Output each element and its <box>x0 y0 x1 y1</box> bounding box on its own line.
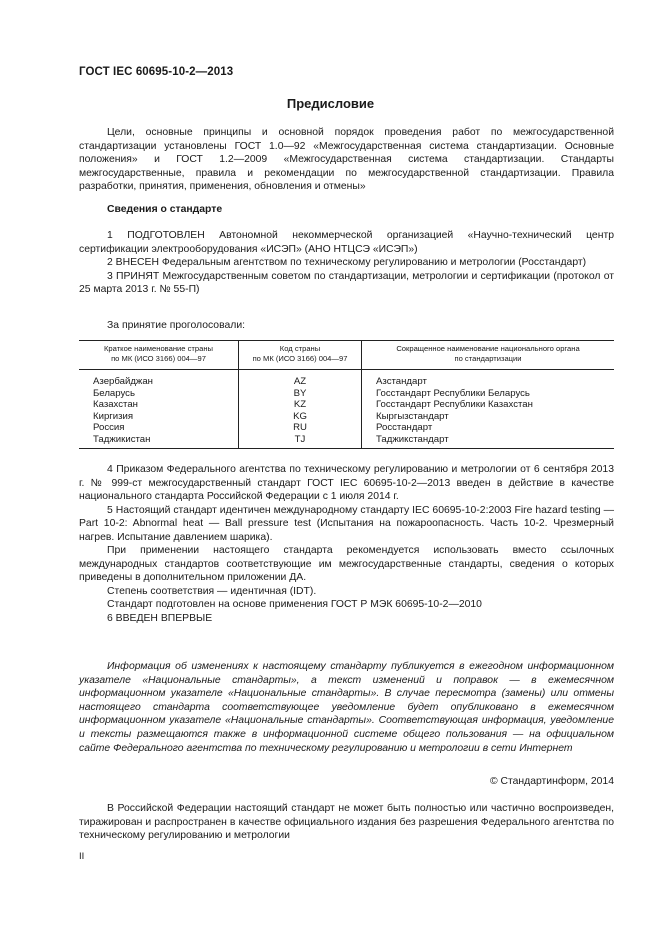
table-row <box>79 399 614 411</box>
header-country: Краткое наименование страны по МК (ИСО 3166) 004—97 <box>79 341 239 370</box>
country-code: TJ <box>239 434 362 448</box>
country-code: KZ <box>239 399 362 411</box>
country-code: BY <box>239 388 362 400</box>
table-row <box>79 411 614 423</box>
header-body: Сокращенное наименование национального органа по стандартизации <box>362 341 615 370</box>
about-item: 1 ПОДГОТОВЛЕН Автономной некоммерческой организацией «Научно-технический центр сертификации электрооборудования «ИСЭП» (АНО НТЦСЭ «ИСЭП») <box>79 230 614 255</box>
header-code: Код страны по МК (ИСО 3166) 004—97 <box>239 341 362 370</box>
changes-info-text: Информация об изменениях к настоящему стандарту публикуется в ежегодном информационном указателе «Национальные стандарты», а текст изменений и поправок — в ежемесячном информационном указателе «Национальные стандарты». В случае пересмотра (замены) или отмены настоящего стандарта соответствующее уведомление будет опубликовано в ежемесячном информационном указателе «Национальные стандарты». Соответствующая информация, уведомление и тексты размещаются также в информационной системе общего пользования — на официальном сайте Федерального агентства по техническому регулированию и метрологии в сети Интернет <box>79 661 614 754</box>
country-code: RU <box>239 422 362 434</box>
about-item: 2 ВНЕСЕН Федеральным агентством по техническому регулированию и метрологии (Росстандарт) <box>107 257 587 268</box>
document-code-header: ГОСТ IEC 60695-10-2—2013 <box>79 66 234 78</box>
info-item: 4 Приказом Федерального агентства по техническому регулированию и метрологии от 6 сентября 2013 г. № 999-ст межгосударственный стандарт ГОСТ IEC 60695-10-2—2013 введен в действие в качестве национального стандарта Российской Федерации с 1 июля 2014 г. <box>79 464 614 502</box>
about-standard-list <box>79 229 614 297</box>
country-code: KG <box>239 411 362 423</box>
country-name: Таджикистан <box>79 434 239 448</box>
country-name: Казахстан <box>93 399 138 411</box>
page-number: II <box>79 851 85 862</box>
standards-body: Таджикстандарт <box>362 434 615 448</box>
about-item: 3 ПРИНЯТ Межгосударственным советом по стандартизации, метрологии и сертификации (протокол от 25 марта 2013 г. № 55-П) <box>79 270 614 295</box>
standards-body: Росстандарт <box>376 422 433 434</box>
country-name: Азербайджан <box>93 376 153 387</box>
intro-text: Цели, основные принципы и основной порядок проведения работ по межгосударственной стандартизации установлены ГОСТ 1.0—92 «Межгосударственная система стандартизации. Основные положения» и ГОСТ 1.2—2009 «Межгосударственная система стандартизации. Стандарты межгосударственные, правила и рекомендации по межгосударственной стандартизации. Правила разработки, принятия, применения, обновления и отмены» <box>79 127 614 192</box>
table-row <box>79 422 614 434</box>
table-row <box>79 376 614 388</box>
standards-body: Госстандарт Республики Беларусь <box>376 387 530 399</box>
standards-body: Госстандарт Республики Казахстан <box>376 399 533 411</box>
copyright-notice: © Стандартинформ, 2014 <box>489 776 614 787</box>
voting-table <box>79 340 614 449</box>
country-code: AZ <box>239 376 362 388</box>
about-standard-heading: Сведения о стандарте <box>107 204 223 215</box>
reprint-text: В Российской Федерации настоящий стандарт не может быть полностью или частично воспроизведен, тиражирован и распространен в качестве официального издания без разрешения Федерального агентства по техническому регулированию и метрологии <box>79 803 614 841</box>
country-name: Россия <box>93 422 125 434</box>
table-row <box>79 434 614 448</box>
table-row <box>79 388 614 400</box>
additional-info-list <box>79 463 614 625</box>
standards-body: Азстандарт <box>376 376 427 387</box>
intro-paragraph <box>79 126 614 194</box>
reprint-notice <box>79 802 614 843</box>
standards-body: Кыргызстандарт <box>376 410 449 422</box>
vote-intro: За принятие проголосовали: <box>107 320 246 331</box>
changes-info-block <box>79 660 614 755</box>
info-item: Степень соответствия — идентичная (IDT). <box>107 585 317 597</box>
page-title: Предисловие <box>286 96 375 111</box>
info-item: При применении настоящего стандарта рекомендуется использовать вместо ссылочных международных стандартов соответствующие им межгосударственные стандарты, сведения о которых приведены в дополнительном приложении ДА. <box>79 545 614 583</box>
info-item: 5 Настоящий стандарт идентичен международному стандарту IEC 60695-10-2:2003 Fire hazard testing — Part 10-2: Abnormal heat — Ball pressure test (Испытания на пожароопасность. Часть 10-2. Чрезмерный нагрев. Испытание давлением шарика). <box>79 504 614 543</box>
country-name: Киргизия <box>93 410 134 422</box>
info-item: 6 ВВЕДЕН ВПЕРВЫЕ <box>107 612 213 624</box>
info-item: Стандарт подготовлен на основе применения ГОСТ Р МЭК 60695-10-2—2010 <box>107 599 482 610</box>
table-header-row <box>79 341 614 370</box>
country-name: Беларусь <box>93 387 135 399</box>
